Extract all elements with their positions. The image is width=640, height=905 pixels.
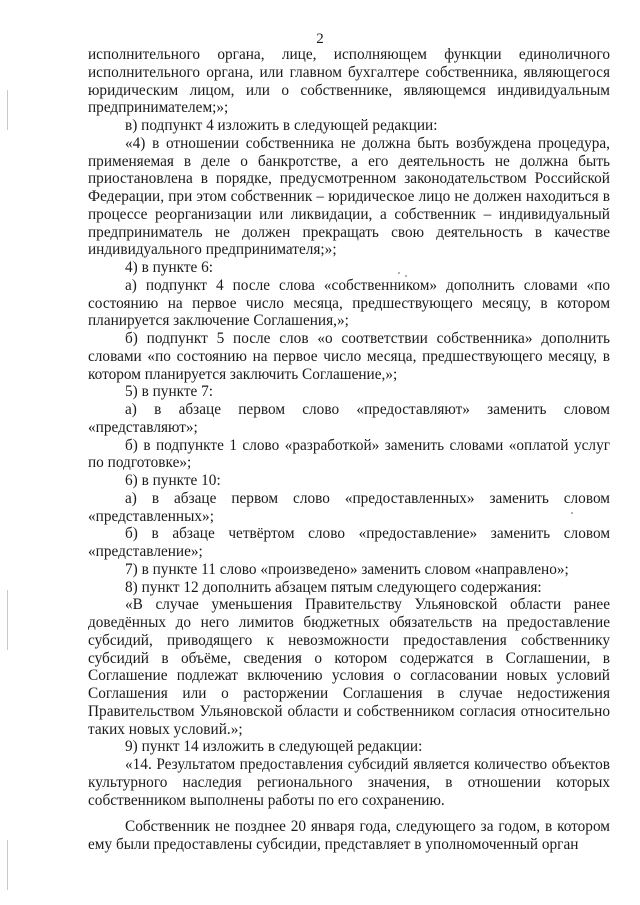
scan-margin-line	[7, 840, 8, 890]
paragraph: 6) в пункте 10:	[125, 472, 221, 489]
paragraph: 7) в пункте 11 слово «произведено» заменить словом «направлено»;	[125, 560, 569, 578]
paragraph: б) подпункт 5 после слов «о соответствии собственника» дополнить словами «по состоянию на первое число месяца, предшествующего месяцу, в котором планируется заключить Соглашение,»;	[88, 330, 610, 383]
paragraph: 5) в пункте 7:	[125, 383, 214, 401]
paragraph: б) в подпункте 1 слово «разработкой» заменить словами «оплатой услуг по подготовке»;	[88, 436, 610, 472]
paragraph: «В случае уменьшения Правительству Ульяновской области ранее доведённых до него лимитов бюджетных обязательств на предоставление субсидий, приводящего к невозможности предоставления собственнику субсидий в объёме, сведения о котором содержатся в Соглашении, в Соглашение подлежат включению условия о согласовании новых условий Соглашения или о расторжении Соглашения в случае недостижения Правительством Ульяновской области и собственником согласия относительно таких новых условий.»;	[88, 596, 610, 738]
page-number: 2	[316, 31, 324, 47]
paragraph: «14. Результатом предоставления субсидий является количество объектов культурного наследия регионального значения, в отношении которых собственником выполнены работы по его сохранению.	[88, 756, 610, 809]
paragraph: 9) пункт 14 изложить в следующей редакции:	[125, 738, 423, 756]
paragraph: а) в абзаце первом слово «предоставленных» заменить словом «представленных»;	[88, 489, 610, 525]
paragraph: 4) в пункте 6:	[125, 259, 214, 276]
paragraph: 8) пункт 12 дополнить абзацем пятым следующего содержания:	[125, 578, 542, 596]
paragraph: Собственник не позднее 20 января года, следующего за годом, в котором ему были предоставлены субсидии, представляет в уполномоченный орган	[88, 818, 610, 853]
paragraph: а) подпункт 4 после слова «собственником» дополнить словами «по состоянию на первое число месяца, предшествующего месяцу, в котором планируется заключение Соглашения,»;	[88, 276, 610, 330]
scan-margin-line	[7, 90, 8, 130]
paragraph: а) в абзаце первом слово «предоставляют» заменить словом «представляют»;	[88, 401, 610, 436]
paragraph: б) в абзаце четвёртом слово «предоставление» заменить словом «представление»;	[88, 525, 610, 560]
document-body	[88, 46, 610, 854]
paragraph: «4) в отношении собственника не должна быть возбуждена процедура, применяемая в деле о банкротстве, а его деятельность не должна быть приостановлена в порядке, предусмотренном законодательством Российской Федерации, при этом собственник – юридическое лицо не должен находиться в процессе реорганизации или ликвидации, а собственник – индивидуальный предприниматель не должен прекращать свою деятельность в качестве индивидуального предпринимателя;»;	[88, 134, 610, 259]
scan-margin-line	[7, 590, 8, 650]
paragraph: исполнительного органа, лице, исполняющем функции единоличного исполнительного органа, или главном бухгалтере собственника, являющегося юридическим лицом, или о собственнике, являющемся индивидуальным предпринимателем;»;	[88, 46, 610, 117]
paragraph: в) подпункт 4 изложить в следующей редакции:	[125, 117, 438, 134]
